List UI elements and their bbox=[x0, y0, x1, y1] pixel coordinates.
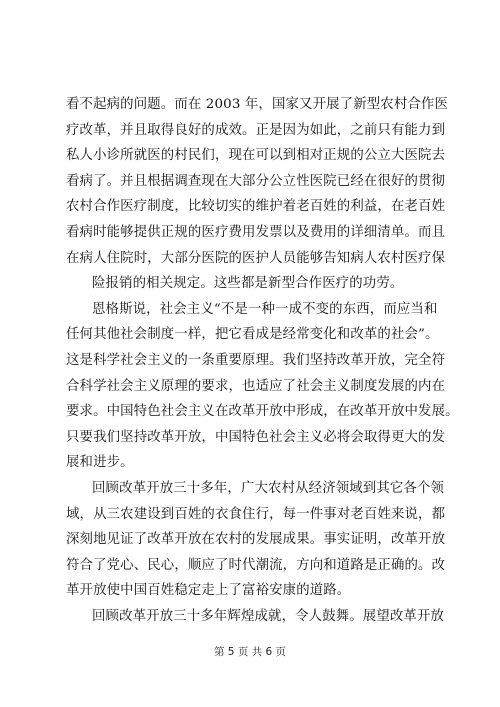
text-line-16: 回顾改革开放三十多年，广大农村从经济领域到其它各个领 bbox=[92, 480, 445, 496]
text-line-13: 要求。中国特色社会主义在改革开放中形成，在改革开放中发展。 bbox=[66, 404, 459, 420]
text-line-21: 回顾改革开放三十多年辉煌成就，令人鼓舞。展望改革开放 bbox=[92, 608, 445, 624]
text-line-8: 险报销的相关规定。这些都是新型合作医疗的功劳。 bbox=[92, 276, 404, 292]
text-line-3: 私人小诊所就医的村民们，现在可以到相对正规的公立大医院去 bbox=[66, 148, 446, 164]
text-line-7: 在病人住院时，大部分医院的医护人员能够告知病人农村医疗保 bbox=[66, 250, 446, 266]
text-line-19: 符合了党心、民心，顺应了时代潮流，方向和道路是正确的。改 bbox=[66, 557, 446, 573]
text-line-2: 疗改革，并且取得良好的成效。正是因为如此，之前只有能力到 bbox=[66, 122, 446, 138]
text-line-11: 这是科学社会主义的一条重要原理。我们坚持改革开放，完全符 bbox=[66, 352, 446, 368]
page-footer: 第 5 页 共 6 页 bbox=[213, 646, 287, 658]
text-line-4: 看病了。并且根据调查现在大部分公立性医院已经在很好的贯彻 bbox=[66, 173, 446, 189]
text-line-20: 革开放使中国百姓稳定走上了富裕安康的道路。 bbox=[66, 583, 351, 599]
text-line-9: 恩格斯说，社会主义“不是一种一成不变的东西，而应当和 bbox=[92, 301, 438, 317]
text-line-17: 域，从三农建设到百姓的衣食住行，每一件事对老百姓来说，都 bbox=[66, 506, 446, 522]
text-line-14: 只要我们坚持改革开放，中国特色社会主义必将会取得更大的发 bbox=[66, 429, 446, 445]
text-line-18: 深刻地见证了改革开放在农村的发展成果。事实证明，改革开放 bbox=[66, 532, 446, 548]
text-line-6: 看病时能够提供正规的医疗费用发票以及费用的详细清单。而且 bbox=[66, 224, 446, 240]
text-line-1: 看不起病的问题。而在 2003 年，国家又开展了新型农村合作医 bbox=[66, 97, 449, 112]
text-line-15: 展和进步。 bbox=[66, 455, 134, 471]
text-line-12: 合科学社会主义原理的要求，也适应了社会主义制度发展的内在 bbox=[66, 378, 446, 394]
text-line-10: 任何其他社会制度一样，把它看成是经常变化和改革的社会”。 bbox=[66, 327, 439, 343]
text-line-5: 农村合作医疗制度，比较切实的维护着老百姓的利益，在老百姓 bbox=[66, 199, 446, 215]
body-text bbox=[66, 92, 459, 629]
